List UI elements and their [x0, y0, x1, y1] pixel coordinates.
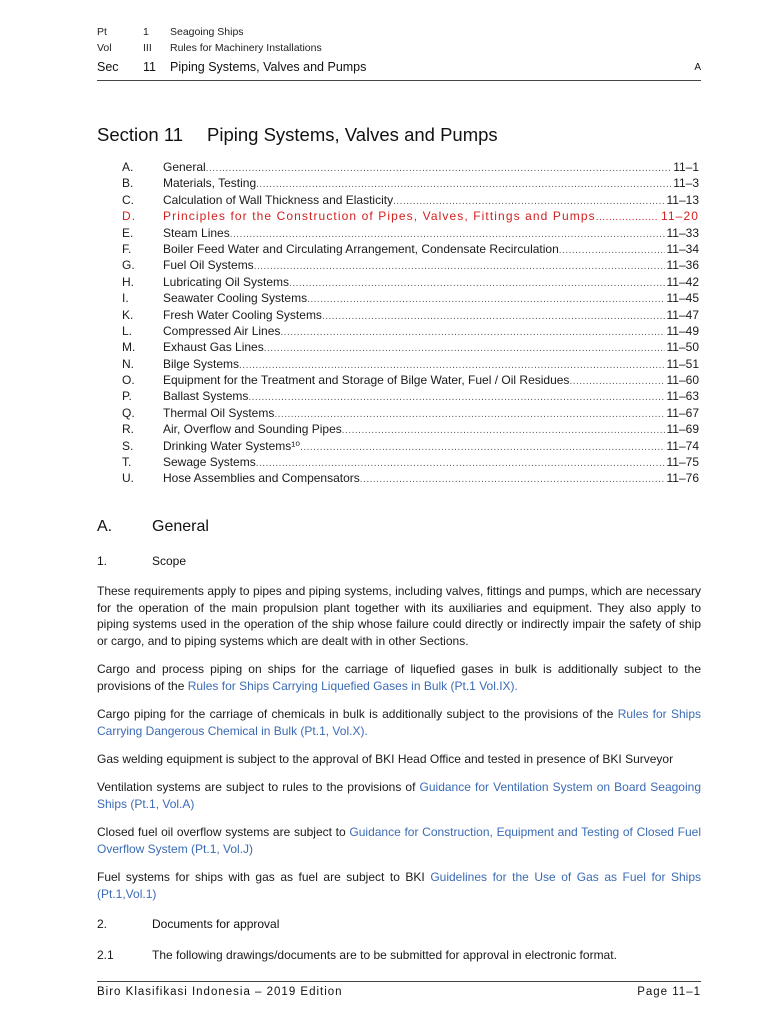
paragraph-scope: These requirements apply to pipes and piping systems, including valves, fittings and pumps, which are necessary for the operation of the main propulsion plant together with its auxiliaries and equipment. They also apply to piping systems used in the operation of the ship whose failure could directly or indirectly impair the safety of ship or cargo, and to piping systems which are dealt with in other Sections.	[97, 584, 701, 648]
toc-title: Exhaust Gas Lines	[163, 340, 264, 355]
toc-leader-dots	[360, 471, 665, 485]
toc-letter: H.	[122, 274, 134, 289]
toc-letter: M.	[122, 340, 136, 355]
toc-line	[163, 308, 699, 322]
toc-title: Hose Assemblies and Compensators	[163, 471, 360, 486]
toc-letter: F.	[122, 241, 132, 256]
subsection-number: 2.1	[97, 948, 114, 962]
toc-line	[163, 422, 699, 436]
toc-letter: U.	[122, 471, 134, 486]
guidance-link[interactable]: Guidance for Construction, Equipment and Testing of Closed Fuel Overflow System (Pt.1, Vol.J)	[97, 825, 701, 856]
toc-entry[interactable]	[122, 258, 699, 274]
toc-page: 11–63	[666, 389, 699, 404]
guidance-link[interactable]: Guidance for Ventilation System on Board Seagoing Ships (Pt.1, Vol.A)	[97, 780, 701, 811]
section-heading: Piping Systems, Valves and Pumps	[207, 124, 498, 145]
rules-link[interactable]: Rules for Ships Carrying Liquefied Gases in Bulk (Pt.1 Vol.IX).	[187, 678, 518, 693]
toc-letter: T.	[122, 455, 132, 470]
toc-page: 11–75	[666, 455, 699, 470]
toc-letter: I.	[122, 291, 129, 306]
toc-page: 11–49	[666, 323, 699, 338]
toc-entry[interactable]	[122, 471, 699, 487]
toc-page: 11–51	[666, 356, 699, 371]
heading-number: 2.	[97, 917, 108, 931]
toc-entry[interactable]	[122, 209, 699, 225]
toc-leader-dots	[280, 324, 664, 338]
toc-page: 11–45	[666, 291, 699, 306]
toc-title: Fresh Water Cooling Systems	[163, 307, 322, 322]
toc-line	[163, 373, 699, 387]
toc-title: Calculation of Wall Thickness and Elasticity	[163, 192, 394, 207]
toc-entry[interactable]	[122, 389, 699, 405]
header-text: Seagoing Ships	[170, 26, 244, 38]
toc-line	[163, 340, 699, 354]
paragraph-overflow	[97, 824, 701, 857]
toc-entry[interactable]	[122, 160, 699, 176]
header-text: Rules for Machinery Installations	[170, 42, 322, 54]
toc-letter: C.	[122, 192, 134, 207]
subsection-text: The following drawings/documents are to be submitted for approval in electronic format.	[152, 948, 617, 962]
heading-number: 1.	[97, 554, 108, 568]
heading-text: Documents for approval	[152, 917, 280, 931]
toc-page: 11–13	[666, 192, 699, 207]
toc-letter: S.	[122, 438, 134, 453]
toc-title: Bilge Systems	[163, 356, 240, 371]
rules-link[interactable]: Rules for Ships Carrying Dangerous Chemical in Bulk (Pt.1, Vol.X).	[97, 707, 701, 738]
toc-letter: P.	[122, 389, 132, 404]
toc-page: 11–47	[666, 307, 699, 322]
toc-line	[163, 471, 699, 485]
toc-letter: R.	[122, 422, 134, 437]
heading-text: Scope	[152, 554, 187, 568]
toc-title: Materials, Testing	[163, 176, 257, 191]
toc-leader-dots	[559, 242, 665, 256]
toc-leader-dots	[322, 308, 665, 322]
toc-leader-dots	[264, 340, 665, 354]
toc-leader-dots	[307, 291, 664, 305]
toc-line	[163, 455, 699, 469]
header-divider	[97, 80, 701, 81]
toc-line	[163, 226, 699, 240]
toc-letter: G.	[122, 258, 135, 273]
toc-page: 11–3	[673, 176, 699, 191]
toc-title: Steam Lines	[163, 225, 230, 240]
toc-entry[interactable]	[122, 373, 699, 389]
section-number: Section 11	[97, 124, 184, 145]
table-of-contents	[122, 160, 699, 488]
toc-leader-dots	[239, 357, 664, 371]
toc-page: 11–33	[666, 225, 699, 240]
toc-page: 11–50	[666, 340, 699, 355]
toc-line	[163, 291, 699, 305]
toc-line	[163, 357, 699, 371]
header-label: Sec	[97, 60, 119, 74]
toc-entry[interactable]	[122, 406, 699, 422]
toc-entry[interactable]	[122, 324, 699, 340]
header-label: Pt	[97, 26, 107, 38]
toc-title: Fuel Oil Systems	[163, 258, 254, 273]
toc-entry[interactable]	[122, 291, 699, 307]
toc-letter: E.	[122, 225, 134, 240]
toc-letter: K.	[122, 307, 134, 322]
paragraph-gas-welding: Gas welding equipment is subject to the approval of BKI Head Office and tested in presence of BKI Surveyor	[97, 752, 674, 766]
toc-entry[interactable]	[122, 193, 699, 209]
toc-entry[interactable]	[122, 340, 699, 356]
toc-page: 11–20	[661, 209, 699, 224]
header-label: Vol	[97, 42, 112, 54]
toc-entry[interactable]	[122, 242, 699, 258]
toc-letter: L.	[122, 323, 133, 338]
toc-leader-dots	[300, 439, 664, 453]
toc-leader-dots	[274, 406, 664, 420]
toc-title: Lubricating Oil Systems	[163, 274, 290, 289]
toc-line	[163, 324, 699, 338]
toc-letter: A.	[122, 160, 134, 174]
toc-title: Compressed Air Lines	[163, 323, 281, 338]
toc-title: Boiler Feed Water and Circulating Arrangement, Condensate Recirculation	[163, 241, 559, 256]
toc-page: 11–76	[666, 471, 699, 486]
toc-title: Seawater Cooling Systems	[163, 291, 308, 306]
toc-title: General	[163, 160, 206, 174]
toc-leader-dots	[256, 455, 665, 469]
toc-line	[163, 242, 699, 256]
paragraph-text: Closed fuel oil overflow systems are subject to	[97, 825, 350, 839]
paragraph-text: Ventilation systems are subject to rules to the provisions of	[97, 780, 420, 794]
header-number: III	[143, 42, 152, 54]
toc-letter: N.	[122, 356, 134, 371]
toc-page: 11–36	[666, 258, 699, 273]
toc-page: 11–69	[666, 422, 699, 437]
toc-entry[interactable]	[122, 275, 699, 291]
toc-letter: B.	[122, 176, 134, 191]
heading-number: A.	[97, 518, 113, 535]
toc-line	[163, 209, 699, 223]
toc-title: Air, Overflow and Sounding Pipes	[163, 422, 342, 437]
toc-page: 11–34	[666, 241, 699, 256]
toc-leader-dots	[256, 176, 671, 190]
toc-entry[interactable]	[122, 357, 699, 373]
toc-entry[interactable]	[122, 176, 699, 192]
paragraph-text: Cargo piping for the carriage of chemicals in bulk is additionally subject to the provisions of the	[97, 707, 618, 721]
footer-divider	[97, 981, 701, 982]
header-number: 11	[143, 60, 156, 74]
toc-page: 11–74	[666, 438, 699, 453]
guidelines-link[interactable]: Guidelines for the Use of Gas as Fuel for Ships (Pt.1,Vol.1)	[97, 870, 702, 901]
toc-page: 11–42	[666, 274, 699, 289]
toc-leader-dots	[596, 209, 659, 223]
toc-title: Equipment for the Treatment and Storage of Bilge Water, Fuel / Oil Residues	[163, 373, 570, 388]
toc-leader-dots	[230, 226, 665, 240]
header-text: Piping Systems, Valves and Pumps	[170, 60, 367, 74]
toc-entry[interactable]	[122, 439, 699, 455]
toc-line	[163, 406, 699, 420]
toc-entry[interactable]	[122, 455, 699, 471]
header-number: 1	[143, 26, 149, 38]
toc-letter: O.	[122, 373, 135, 388]
heading-text: General	[152, 518, 209, 535]
toc-leader-dots	[393, 193, 664, 207]
toc-page: 11–67	[666, 405, 699, 420]
footer-publisher: Biro Klasifikasi Indonesia – 2019 Edition	[97, 986, 343, 998]
toc-leader-dots	[569, 373, 664, 387]
toc-title: Thermal Oil Systems	[163, 405, 275, 420]
paragraph-ventilation	[97, 779, 701, 812]
toc-line	[163, 176, 699, 190]
paragraph-text: Fuel systems for ships with gas as fuel are subject to BKI	[97, 870, 431, 884]
toc-page: 11–60	[666, 373, 699, 388]
toc-entry[interactable]	[122, 308, 699, 324]
paragraph-chemicals	[97, 706, 701, 739]
toc-title: Drinking Water Systems¹⁰	[163, 438, 301, 453]
toc-line	[163, 389, 699, 403]
toc-line	[163, 439, 699, 453]
paragraph-gas-fuel	[97, 869, 701, 902]
toc-leader-dots	[289, 275, 664, 289]
toc-letter: Q.	[122, 405, 135, 420]
toc-leader-dots	[254, 258, 665, 272]
toc-line	[163, 160, 699, 174]
footer-page-number: Page 11–1	[637, 986, 701, 998]
toc-leader-dots	[206, 160, 671, 174]
toc-leader-dots	[342, 422, 665, 436]
paragraph-text: Cargo and process piping on ships for the carriage of liquefied gases in bulk is additionally subject to the provisions of the	[97, 662, 701, 693]
toc-line	[163, 193, 699, 207]
toc-letter: D.	[122, 209, 137, 224]
toc-title: Ballast Systems	[163, 389, 249, 404]
header-section-letter: A	[694, 62, 701, 73]
toc-title: Principles for the Construction of Pipes, Valves, Fittings and Pumps	[163, 209, 596, 224]
toc-entry[interactable]	[122, 422, 699, 438]
toc-line	[163, 258, 699, 272]
toc-entry[interactable]	[122, 226, 699, 242]
toc-line	[163, 275, 699, 289]
toc-leader-dots	[248, 389, 664, 403]
toc-title: Sewage Systems	[163, 455, 256, 470]
toc-page: 11–1	[673, 160, 699, 174]
paragraph-liquefied-gases	[97, 661, 701, 694]
